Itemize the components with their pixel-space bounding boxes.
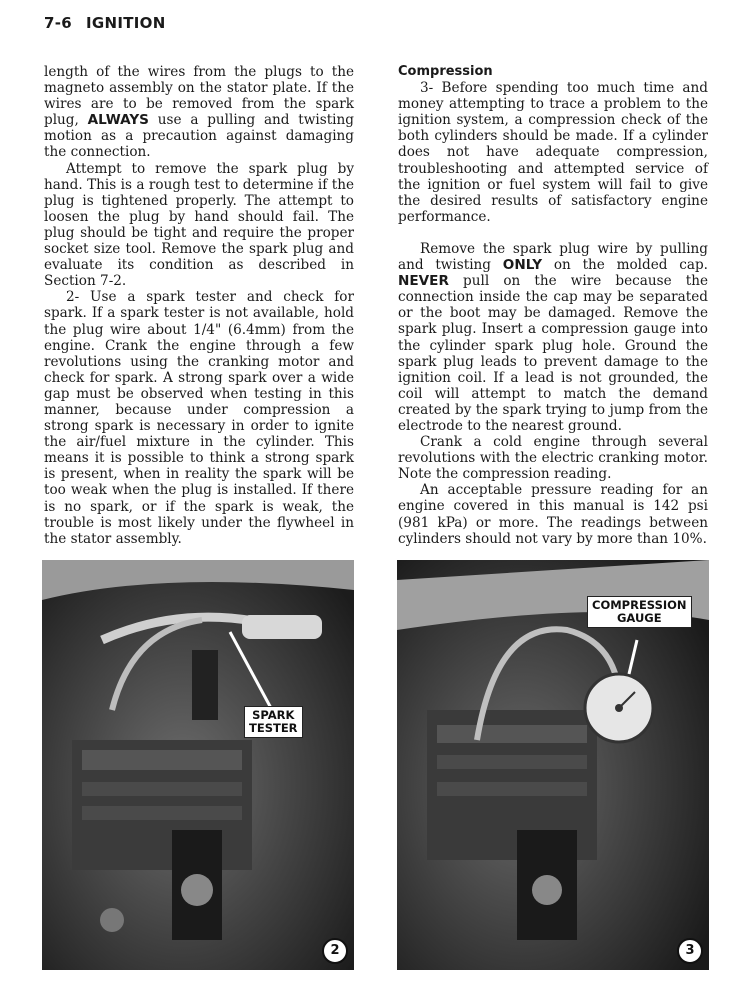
compression-gauge-label: COMPRESSION GAUGE [587,596,692,628]
emphasis: NEVER [398,273,449,290]
figure-spark-tester-photo [42,560,354,970]
paragraph: length of the wires from the plugs to the magneto assembly on the stator plate. If the wires are to be removed from the spark plug, ALWAYS use a pulling and twisting motion as a precaution against damaging the connection. [44,64,354,161]
emphasis: ALWAYS [87,112,149,129]
figure-compression-gauge-photo [397,560,709,970]
page-header [44,14,166,32]
paragraph: Remove the spark plug wire by pulling and twisting ONLY on the molded cap. NEVER pull on the wire because the connection inside the cap may be separated or the boot may be damaged. Remove the spark plug. Insert a compression gauge into the cylinder spark plug hole. Ground the spark plug leads to prevent damage to the ignition coil. If a lead is not grounded, the coil will attempt to match the demand created by the spark trying to jump from the electrode to the nearest ground. [398,240,708,434]
left-text-column [44,64,354,547]
section-heading: Compression [398,64,493,79]
paragraph: 2- Use a spark tester and check for spark. If a spark tester is not available, hold the plug wire about 1/4" (6.4mm) from the engine. Crank the engine through a few revolutions using the cranking motor and check for spark. A strong spark over a wide gap must be observed when testing in this manner, because under compression a strong spark is necessary in order to ignite the air/fuel mixture in the cylinder. This means it is possible to think a strong spark is present, when in reality the spark will be too weak when the plug is installed. If there is no spark, or if the spark is weak, the trouble is most likely under the flywheel in the stator assembly. [44,289,354,547]
paragraph: Crank a cold engine through several revolutions with the electric cranking motor. Note the compression reading. [398,434,708,483]
spark-tester-label: SPARK TESTER [244,706,303,738]
section-title: IGNITION [86,14,166,32]
figure-number: 3 [677,938,703,964]
emphasis: ONLY [502,257,543,274]
engine-photo-illustration [42,560,354,970]
figure-number: 2 [322,938,348,964]
paragraph: An acceptable pressure reading for an engine covered in this manual is 142 psi (981 kPa) or more. The readings between cylinders should not vary by more than 10%. [398,482,708,547]
page-number: 7-6 [44,14,72,32]
paragraph: 3- Before spending too much time and money attempting to trace a problem to the ignition system, a compression check of the both cylinders should be made. If a cylinder does not have adequate compression, troubleshooting and attempted service of the ignition or fuel system will fail to give the desired results of satisfactory engine performance. [398,80,708,225]
right-text-column [398,64,708,547]
paragraph: Attempt to remove the spark plug by hand. This is a rough test to determine if the plug is tightened properly. The attempt to loosen the plug by hand should fail. The plug should be tight and require the proper socket size tool. Remove the spark plug and evaluate its condition as described in Section 7-2. [44,160,354,290]
